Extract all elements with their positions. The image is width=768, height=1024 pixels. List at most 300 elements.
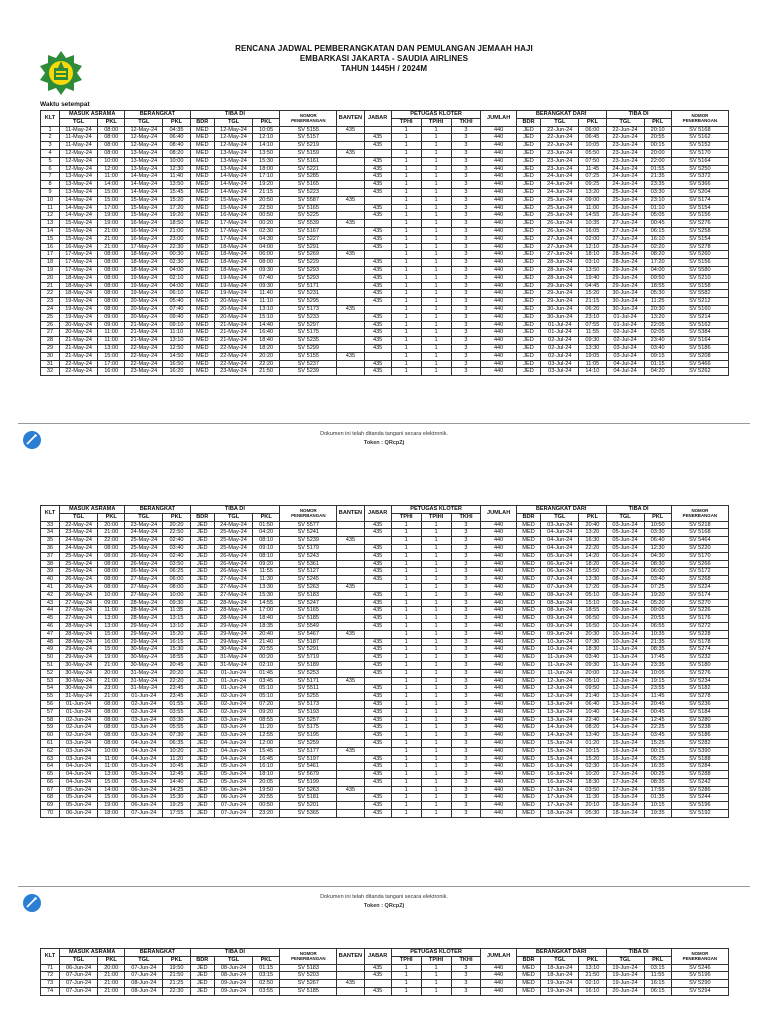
table-cell: JED xyxy=(190,622,214,630)
table-cell: 23:45 xyxy=(163,693,190,701)
table-cell: 23-May-24 xyxy=(125,521,163,529)
table-cell: 00:45 xyxy=(644,708,671,716)
table-cell: 24-Jun-24 xyxy=(541,181,579,189)
table-cell: 440 xyxy=(481,212,516,220)
table-cell xyxy=(337,142,364,150)
table-cell: 06-Jun-24 xyxy=(215,794,253,802)
column-header: PETUGAS KLOTER xyxy=(391,506,481,514)
table-cell: 435 xyxy=(364,591,391,599)
column-header-line: PENERBANGAN xyxy=(291,513,326,519)
table-cell: 3 xyxy=(451,243,481,251)
table-cell: 19:50 xyxy=(253,786,280,794)
table-cell: 1 xyxy=(391,972,421,980)
table-cell: 16:40 xyxy=(253,329,280,337)
table-cell: 440 xyxy=(481,964,516,972)
table-cell: SV 5257 xyxy=(280,716,337,724)
table-cell: 1 xyxy=(391,227,421,235)
column-header: BDR xyxy=(190,513,214,521)
table-cell: 11:20 xyxy=(163,755,190,763)
table-cell: 435 xyxy=(364,157,391,165)
table-cell: 15:20 xyxy=(579,755,606,763)
table-cell: 02-Jun-24 xyxy=(125,708,163,716)
column-header: JABAR xyxy=(364,506,391,522)
table-cell: 1 xyxy=(391,266,421,274)
table-cell: SV 5171 xyxy=(280,282,337,290)
table-cell: 70 xyxy=(41,810,60,818)
table-cell: 17-May-24 xyxy=(215,235,253,243)
table-cell: 11:00 xyxy=(98,755,125,763)
table-cell: 22-Jun-24 xyxy=(606,126,644,134)
table-cell: 1 xyxy=(391,290,421,298)
table-cell: 08-Jun-24 xyxy=(125,980,163,988)
table-cell xyxy=(337,188,364,196)
table-cell: 07:20 xyxy=(253,700,280,708)
table-cell: 440 xyxy=(481,544,516,552)
table-row xyxy=(41,337,729,345)
table-cell: 1 xyxy=(391,755,421,763)
table-cell: JED xyxy=(190,708,214,716)
table-cell: 435 xyxy=(337,630,364,638)
table-cell: 01-Jun-24 xyxy=(215,669,253,677)
table-cell: 435 xyxy=(337,220,364,228)
table-cell: 07-Jun-24 xyxy=(60,987,98,995)
table-cell: 12:50 xyxy=(163,344,190,352)
table-cell: 1 xyxy=(421,716,451,724)
table-cell: 15-May-24 xyxy=(125,196,163,204)
table-cell: 3 xyxy=(451,693,481,701)
table-cell: 44 xyxy=(41,607,60,615)
table-cell: 1 xyxy=(391,142,421,150)
column-header: BERANGKAT DARI xyxy=(516,949,606,957)
table-cell xyxy=(364,352,391,360)
table-cell: 29-May-24 xyxy=(60,654,98,662)
table-cell: 1 xyxy=(421,329,451,337)
table-cell: 12-May-24 xyxy=(125,126,163,134)
table-cell: 10:50 xyxy=(644,521,671,529)
table-cell: 27-May-24 xyxy=(125,583,163,591)
table-cell: 7 xyxy=(41,173,60,181)
table-cell: 1 xyxy=(421,227,451,235)
table-cell: 29-May-24 xyxy=(125,638,163,646)
table-cell: 1 xyxy=(391,700,421,708)
table-cell: SV 5245 xyxy=(280,576,337,584)
table-cell: SV 5293 xyxy=(280,274,337,282)
table-cell: 10:45 xyxy=(163,763,190,771)
table-cell: MED xyxy=(516,794,540,802)
column-header: BERANGKAT xyxy=(125,111,190,119)
table-cell: 13:50 xyxy=(253,149,280,157)
table-cell: 03-Jun-24 xyxy=(215,724,253,732)
table-cell: 04:45 xyxy=(579,282,606,290)
table-row xyxy=(41,622,729,630)
table-cell: 01-Jun-24 xyxy=(215,685,253,693)
table-cell: JED xyxy=(190,739,214,747)
table-cell: 435 xyxy=(364,802,391,810)
table-cell: SV 5127 xyxy=(280,568,337,576)
table-cell: 31-May-24 xyxy=(125,685,163,693)
table-cell: 435 xyxy=(364,552,391,560)
table-cell: 03-Jun-24 xyxy=(60,739,98,747)
table-cell: 22-May-24 xyxy=(125,352,163,360)
table-cell: 1 xyxy=(391,529,421,537)
table-cell: SV 5157 xyxy=(280,134,337,142)
table-cell: 24 xyxy=(41,305,60,313)
column-header-line: NOMOR xyxy=(299,508,317,514)
table-cell: 17-Jun-24 xyxy=(541,786,579,794)
table-row xyxy=(41,220,729,228)
table-row xyxy=(41,646,729,654)
table-cell: 31-May-24 xyxy=(125,677,163,685)
table-cell: SV 5220 xyxy=(671,544,728,552)
table-cell: 20:00 xyxy=(579,669,606,677)
page-section-1 xyxy=(0,0,768,450)
table-cell: 1 xyxy=(391,771,421,779)
table-cell: 435 xyxy=(364,778,391,786)
table-cell: 3 xyxy=(451,188,481,196)
table-cell: 12:10 xyxy=(579,243,606,251)
table-cell: JED xyxy=(516,243,540,251)
table-cell: 43 xyxy=(41,599,60,607)
table-cell: 3 xyxy=(451,747,481,755)
table-cell: JED xyxy=(190,638,214,646)
table-cell: 18:20 xyxy=(579,560,606,568)
column-header: MASUK ASRAMA xyxy=(60,111,125,119)
table-cell: 18:55 xyxy=(163,654,190,662)
table-cell: 1 xyxy=(421,298,451,306)
table-cell: 18-May-24 xyxy=(60,274,98,282)
column-header: JABAR xyxy=(364,949,391,965)
column-header: JUMLAH xyxy=(481,111,516,127)
table-cell: 18:00 xyxy=(253,165,280,173)
table-cell: 45 xyxy=(41,615,60,623)
table-cell: 440 xyxy=(481,778,516,786)
table-cell: 16 xyxy=(41,243,60,251)
table-cell: 1 xyxy=(421,313,451,321)
table-row xyxy=(41,173,729,181)
table-cell: JED xyxy=(190,802,214,810)
column-header: TGL xyxy=(125,118,163,126)
column-header-line: PENERBANGAN xyxy=(682,118,718,124)
table-cell: 17:10 xyxy=(253,173,280,181)
table-cell xyxy=(337,964,364,972)
table-cell: 17-Jun-24 xyxy=(606,786,644,794)
table-cell: 4 xyxy=(41,149,60,157)
table-cell: 19:15 xyxy=(644,677,671,685)
table-cell: 19:25 xyxy=(163,802,190,810)
table-cell: 39 xyxy=(41,568,60,576)
table-cell: 09:00 xyxy=(98,599,125,607)
table-cell: 18-May-24 xyxy=(125,266,163,274)
table-cell: 440 xyxy=(481,274,516,282)
table-cell: 16:10 xyxy=(644,235,671,243)
table-cell: 1 xyxy=(391,747,421,755)
table-cell: 30-Jun-24 xyxy=(541,313,579,321)
table-cell: 20:05 xyxy=(253,778,280,786)
table-cell: 01:45 xyxy=(253,669,280,677)
table-cell: JED xyxy=(190,560,214,568)
table-cell: JED xyxy=(190,607,214,615)
table-cell: 26-May-24 xyxy=(215,560,253,568)
table-cell: 18-Jun-24 xyxy=(606,802,644,810)
table-cell: 19-May-24 xyxy=(60,313,98,321)
table-cell: 28-Jun-24 xyxy=(606,259,644,267)
column-header: TGL xyxy=(606,118,644,126)
table-cell: 05:10 xyxy=(253,685,280,693)
table-cell: 435 xyxy=(337,537,364,545)
table-cell: 440 xyxy=(481,134,516,142)
table-cell: 30-Jun-24 xyxy=(606,305,644,313)
table-cell: SV 5173 xyxy=(280,305,337,313)
table-cell: 8 xyxy=(41,181,60,189)
column-header: TGL xyxy=(541,956,579,964)
table-cell: 02:40 xyxy=(163,552,190,560)
table-cell: 15-May-24 xyxy=(215,204,253,212)
table-cell: 1 xyxy=(391,693,421,701)
table-cell: 16:50 xyxy=(579,622,606,630)
table-cell: 435 xyxy=(364,529,391,537)
table-row xyxy=(41,274,729,282)
table-cell: 440 xyxy=(481,693,516,701)
table-cell xyxy=(337,739,364,747)
table-cell: 09-Jun-24 xyxy=(541,622,579,630)
table-cell: 29-May-24 xyxy=(215,638,253,646)
table-cell: MED xyxy=(516,537,540,545)
table-cell: 22:05 xyxy=(644,321,671,329)
table-row xyxy=(41,716,729,724)
table-cell: 02-Jul-24 xyxy=(541,337,579,345)
table-cell: SV 5156 xyxy=(671,212,728,220)
table-cell: 440 xyxy=(481,771,516,779)
table-cell: SV 5291 xyxy=(280,243,337,251)
table-cell: 23:20 xyxy=(253,810,280,818)
table-cell xyxy=(337,987,364,995)
column-header: BDR xyxy=(190,956,214,964)
table-cell: 10:05 xyxy=(644,669,671,677)
table-cell: 16:45 xyxy=(253,755,280,763)
table-cell: JED xyxy=(516,142,540,150)
table-cell: 19:20 xyxy=(644,591,671,599)
table-cell: MED xyxy=(516,615,540,623)
table-row xyxy=(41,196,729,204)
table-cell: 1 xyxy=(421,204,451,212)
table-cell: JED xyxy=(516,352,540,360)
table-cell: 1 xyxy=(391,615,421,623)
table-cell: MED xyxy=(190,149,214,157)
column-header: TIBA DI xyxy=(190,111,280,119)
table-cell: 1 xyxy=(391,188,421,196)
column-header-line: PENERBANGAN xyxy=(682,956,718,962)
table-cell: 01-Jun-24 xyxy=(215,677,253,685)
table-cell: 06:00 xyxy=(163,576,190,584)
table-cell: 15:45 xyxy=(253,747,280,755)
column-header: JABAR xyxy=(364,111,391,127)
table-cell: 29-May-24 xyxy=(125,630,163,638)
table-cell: 08:20 xyxy=(163,149,190,157)
table-cell: 1 xyxy=(421,552,451,560)
table-cell xyxy=(337,282,364,290)
table-cell: 03-Jul-24 xyxy=(541,360,579,368)
table-cell xyxy=(364,677,391,685)
table-cell: 34 xyxy=(41,529,60,537)
table-cell: 435 xyxy=(364,732,391,740)
table-cell: JED xyxy=(516,126,540,134)
table-cell: JED xyxy=(190,537,214,545)
table-cell: 14-May-24 xyxy=(125,173,163,181)
table-cell: 440 xyxy=(481,227,516,235)
table-cell: 16:35 xyxy=(644,763,671,771)
table-cell: SV 5361 xyxy=(280,560,337,568)
schedule-table-1 xyxy=(40,110,729,376)
table-cell: 73 xyxy=(41,980,60,988)
table-cell: MED xyxy=(516,972,540,980)
table-cell: 440 xyxy=(481,591,516,599)
table-cell: JED xyxy=(190,568,214,576)
column-header: PKL xyxy=(253,513,280,521)
table-cell xyxy=(337,654,364,662)
table-cell: SV 5164 xyxy=(671,337,728,345)
table-cell xyxy=(337,266,364,274)
table-cell: JED xyxy=(190,786,214,794)
table-cell: 31-May-24 xyxy=(215,654,253,662)
table-cell: 56 xyxy=(41,700,60,708)
table-cell: 13-Jun-24 xyxy=(541,700,579,708)
table-cell: 11-Jun-24 xyxy=(541,661,579,669)
table-cell: 18:10 xyxy=(253,771,280,779)
table-cell: 06:40 xyxy=(644,537,671,545)
table-cell: 435 xyxy=(364,700,391,708)
table-cell: 440 xyxy=(481,266,516,274)
table-cell: 440 xyxy=(481,196,516,204)
table-cell: 3 xyxy=(451,771,481,779)
table-cell: 440 xyxy=(481,313,516,321)
table-cell: 15 xyxy=(41,235,60,243)
table-cell: 1 xyxy=(421,638,451,646)
table-cell: 440 xyxy=(481,622,516,630)
table-cell: JED xyxy=(516,337,540,345)
table-cell: 06:15 xyxy=(644,227,671,235)
table-cell: 64 xyxy=(41,763,60,771)
table-cell: 435 xyxy=(364,165,391,173)
table-cell: MED xyxy=(190,352,214,360)
table-cell: SV 5237 xyxy=(280,360,337,368)
table-cell: 04-Jun-24 xyxy=(541,537,579,545)
table-cell: 05:30 xyxy=(644,290,671,298)
table-row xyxy=(41,669,729,677)
table-cell: 1 xyxy=(421,181,451,189)
table-cell: 15:00 xyxy=(98,188,125,196)
table-cell: 440 xyxy=(481,568,516,576)
table-cell: JED xyxy=(190,677,214,685)
table-cell: 61 xyxy=(41,739,60,747)
table-cell xyxy=(337,134,364,142)
table-cell: 22-May-24 xyxy=(125,344,163,352)
table-cell: 27-May-24 xyxy=(125,576,163,584)
table-cell: MED xyxy=(516,700,540,708)
table-cell: JED xyxy=(190,544,214,552)
table-cell xyxy=(337,181,364,189)
table-cell: 01-Jul-24 xyxy=(541,329,579,337)
table-cell: 1 xyxy=(421,259,451,267)
table-cell: 27-May-24 xyxy=(215,591,253,599)
table-cell: SV 5192 xyxy=(671,810,728,818)
table-cell: 13:20 xyxy=(579,188,606,196)
table-cell: SV 5208 xyxy=(671,352,728,360)
table-cell: 440 xyxy=(481,360,516,368)
table-cell: SV 5274 xyxy=(671,646,728,654)
table-cell: 10-Jun-24 xyxy=(606,630,644,638)
table-cell: 13-May-24 xyxy=(215,149,253,157)
table-cell: 435 xyxy=(364,212,391,220)
table-cell: 22:30 xyxy=(163,243,190,251)
table-cell: 21:00 xyxy=(98,972,125,980)
table-cell: 19:00 xyxy=(98,220,125,228)
table-cell: SV 5167 xyxy=(280,227,337,235)
table-row xyxy=(41,282,729,290)
table-cell: JED xyxy=(190,576,214,584)
table-cell: 27-May-24 xyxy=(60,607,98,615)
table-cell: 03:40 xyxy=(644,576,671,584)
table-cell: 11-Jun-24 xyxy=(541,669,579,677)
header-year: TAHUN 1445H / 2024M xyxy=(340,64,428,73)
table-cell: 27-May-24 xyxy=(215,583,253,591)
table-cell: 12-Jun-24 xyxy=(541,693,579,701)
table-cell: 14:50 xyxy=(163,352,190,360)
table-cell: 11:30 xyxy=(579,794,606,802)
footnote xyxy=(0,893,768,911)
table-cell: SV 5199 xyxy=(280,778,337,786)
table-cell: 09-Jun-24 xyxy=(606,615,644,623)
table-cell: 06-Jun-24 xyxy=(125,794,163,802)
table-cell: 23-Jun-24 xyxy=(606,142,644,150)
table-cell: SV 5235 xyxy=(280,337,337,345)
table-cell: 440 xyxy=(481,235,516,243)
table-cell: SV 5238 xyxy=(671,724,728,732)
table-cell: 26-May-24 xyxy=(125,568,163,576)
table-cell: MED xyxy=(516,716,540,724)
table-cell: 25-May-24 xyxy=(125,544,163,552)
column-header: PETUGAS KLOTER xyxy=(391,111,481,119)
table-cell: MED xyxy=(190,235,214,243)
table-cell: JED xyxy=(190,685,214,693)
table-cell: 1 xyxy=(421,700,451,708)
table-cell: 19-Jun-24 xyxy=(541,980,579,988)
table-cell: 435 xyxy=(364,360,391,368)
table-cell: 13:30 xyxy=(579,576,606,584)
table-cell: 20:45 xyxy=(644,700,671,708)
table-cell: 21-May-24 xyxy=(60,337,98,345)
table-cell: 18:40 xyxy=(253,337,280,345)
table-cell: SV 5218 xyxy=(671,521,728,529)
table-cell: MED xyxy=(516,529,540,537)
table-row xyxy=(41,724,729,732)
table-cell: MED xyxy=(190,313,214,321)
table-cell: 21:00 xyxy=(98,980,125,988)
table-cell: SV 5467 xyxy=(280,630,337,638)
table-cell: SV 5225 xyxy=(280,212,337,220)
table-cell: 19:00 xyxy=(98,802,125,810)
table-cell: 16-Jun-24 xyxy=(541,763,579,771)
table-cell: 09:00 xyxy=(98,313,125,321)
table-cell: 1 xyxy=(421,987,451,995)
table-cell: SV 5171 xyxy=(280,677,337,685)
table-cell: 29-May-24 xyxy=(125,622,163,630)
table-cell: 07:25 xyxy=(579,173,606,181)
table-cell: 19:20 xyxy=(253,181,280,189)
table-row xyxy=(41,321,729,329)
table-cell: 1 xyxy=(421,337,451,345)
table-cell: 20:50 xyxy=(253,196,280,204)
table-cell: 1 xyxy=(421,282,451,290)
